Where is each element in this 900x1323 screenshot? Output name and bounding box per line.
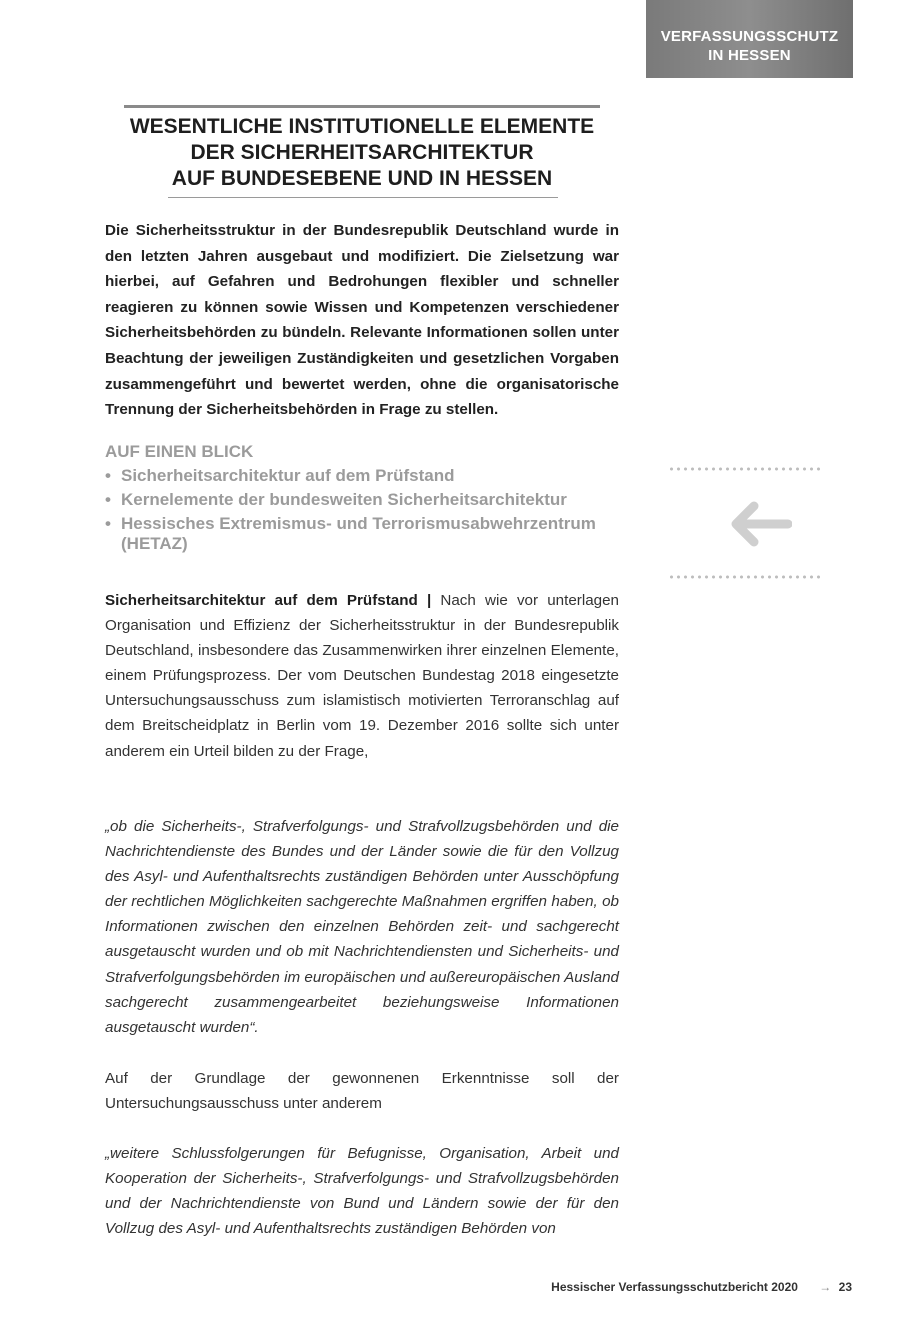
paragraph-2: Auf der Grundlage der gewonnenen Erkenntnisse soll der Untersuchungsausschuss unter anderem — [105, 1070, 619, 1113]
intro-paragraph: Die Sicherheitsstruktur in der Bundesrepublik Deutschland wurde in den letzten Jahren ausgebaut und modifiziert. Die Zielsetzung war hierbei, auf Gefahren und Bedrohungen flexibler und schneller reagieren zu können sowie Wissen und Kompetenzen verschiedener Sicherheitsbehörden zu bündeln. Relevante Informationen sollen unter Beachtung der jeweiligen Zuständigkeiten und gesetzlichen Vorgaben zusammengeführt und bewertet werden, ohne die organisatorische Trennung der Sicherheitsbehörden in Frage zu stellen. — [105, 222, 619, 419]
dotted-divider-top — [668, 467, 824, 471]
title-rule-bottom — [168, 197, 558, 198]
page-number: 23 — [838, 1280, 852, 1294]
glance-list — [105, 466, 619, 558]
page-title-line1: WESENTLICHE INSTITUTIONELLE ELEMENTE — [129, 115, 595, 138]
section-text: Nach wie vor unterlagen Organisation und Effizienz der Sicherheitsstruktur in der Bundesrepublik Deutschland, insbesondere das Zusammenwirken ihrer einzelnen Elemente, einem Prüfungsprozess. Der vom Deutschen Bundestag 2018 eingesetzte Untersuchungsausschuss zum islamistisch motivierten Terroranschlag auf dem Breitscheidplatz in Berlin vom 19. Dezember 2016 sollte sich unter anderem ein Urteil bilden zu der Frage, — [105, 592, 620, 760]
page-title-line3: AUF BUNDESEBENE UND IN HESSEN — [171, 167, 553, 190]
section-paragraph — [105, 588, 619, 764]
page-footer — [551, 1280, 852, 1294]
quote-block-2: „weitere Schlussfolgerungen für Befugnisse, Organisation, Arbeit und Kooperation der Sicherheits-, Strafverfolgungs- und Strafvollzugsbehörden und der Nachrichtendienste von Bund und Ländern sowie der für den Vollzug des Asyl- und Aufenthaltsrechts zuständigen Behörden von — [105, 1145, 619, 1238]
glance-heading: AUF EINEN BLICK — [105, 442, 254, 461]
glance-item: • Kernelemente der bundesweiten Sicherheitsarchitektur — [105, 490, 619, 510]
arrow-left-icon — [724, 499, 792, 549]
page-title-line2: DER SICHERHEITSARCHITEKTUR — [190, 141, 534, 164]
section-tab — [646, 0, 853, 78]
page-title — [105, 114, 619, 192]
section-lead: Sicherheitsarchitektur auf dem Prüfstand | — [105, 592, 432, 609]
section-tab-line2: IN HESSEN — [708, 47, 791, 64]
footer-title: Hessischer Verfassungsschutzbericht 2020 — [551, 1280, 798, 1294]
section-tab-line1: VERFASSUNGSSCHUTZ — [660, 28, 839, 45]
quote-block-1: „ob die Sicherheits-, Strafverfolgungs- und Strafvollzugsbehörden und die Nachrichtendienste des Bundes und der Länder sowie die für den Vollzug des Asyl- und Aufenthaltsrechts zuständigen Behörden unter Ausschöpfung der rechtlichen Möglichkeiten sachgerechte Maßnahmen ergriffen haben, ob Informationen zwischen den einzelnen Behörden zeit- und sachgerecht ausgetauscht wurden und ob mit Nachrichtendiensten und Sicherheits- und Strafverfolgungsbehörden im europäischen und außereuropäischen Ausland sachgerecht zusammengearbeitet beziehungsweise Informationen ausgetauscht wurden“. — [105, 818, 619, 1036]
arrow-right-icon: → — [819, 1280, 832, 1294]
glance-item: • Sicherheitsarchitektur auf dem Prüfstand — [105, 466, 619, 486]
glance-item: • Hessisches Extremismus- und Terrorismusabwehrzentrum (HETAZ) — [105, 514, 619, 554]
dotted-divider-bottom — [668, 575, 824, 579]
title-rule-top — [124, 105, 600, 108]
